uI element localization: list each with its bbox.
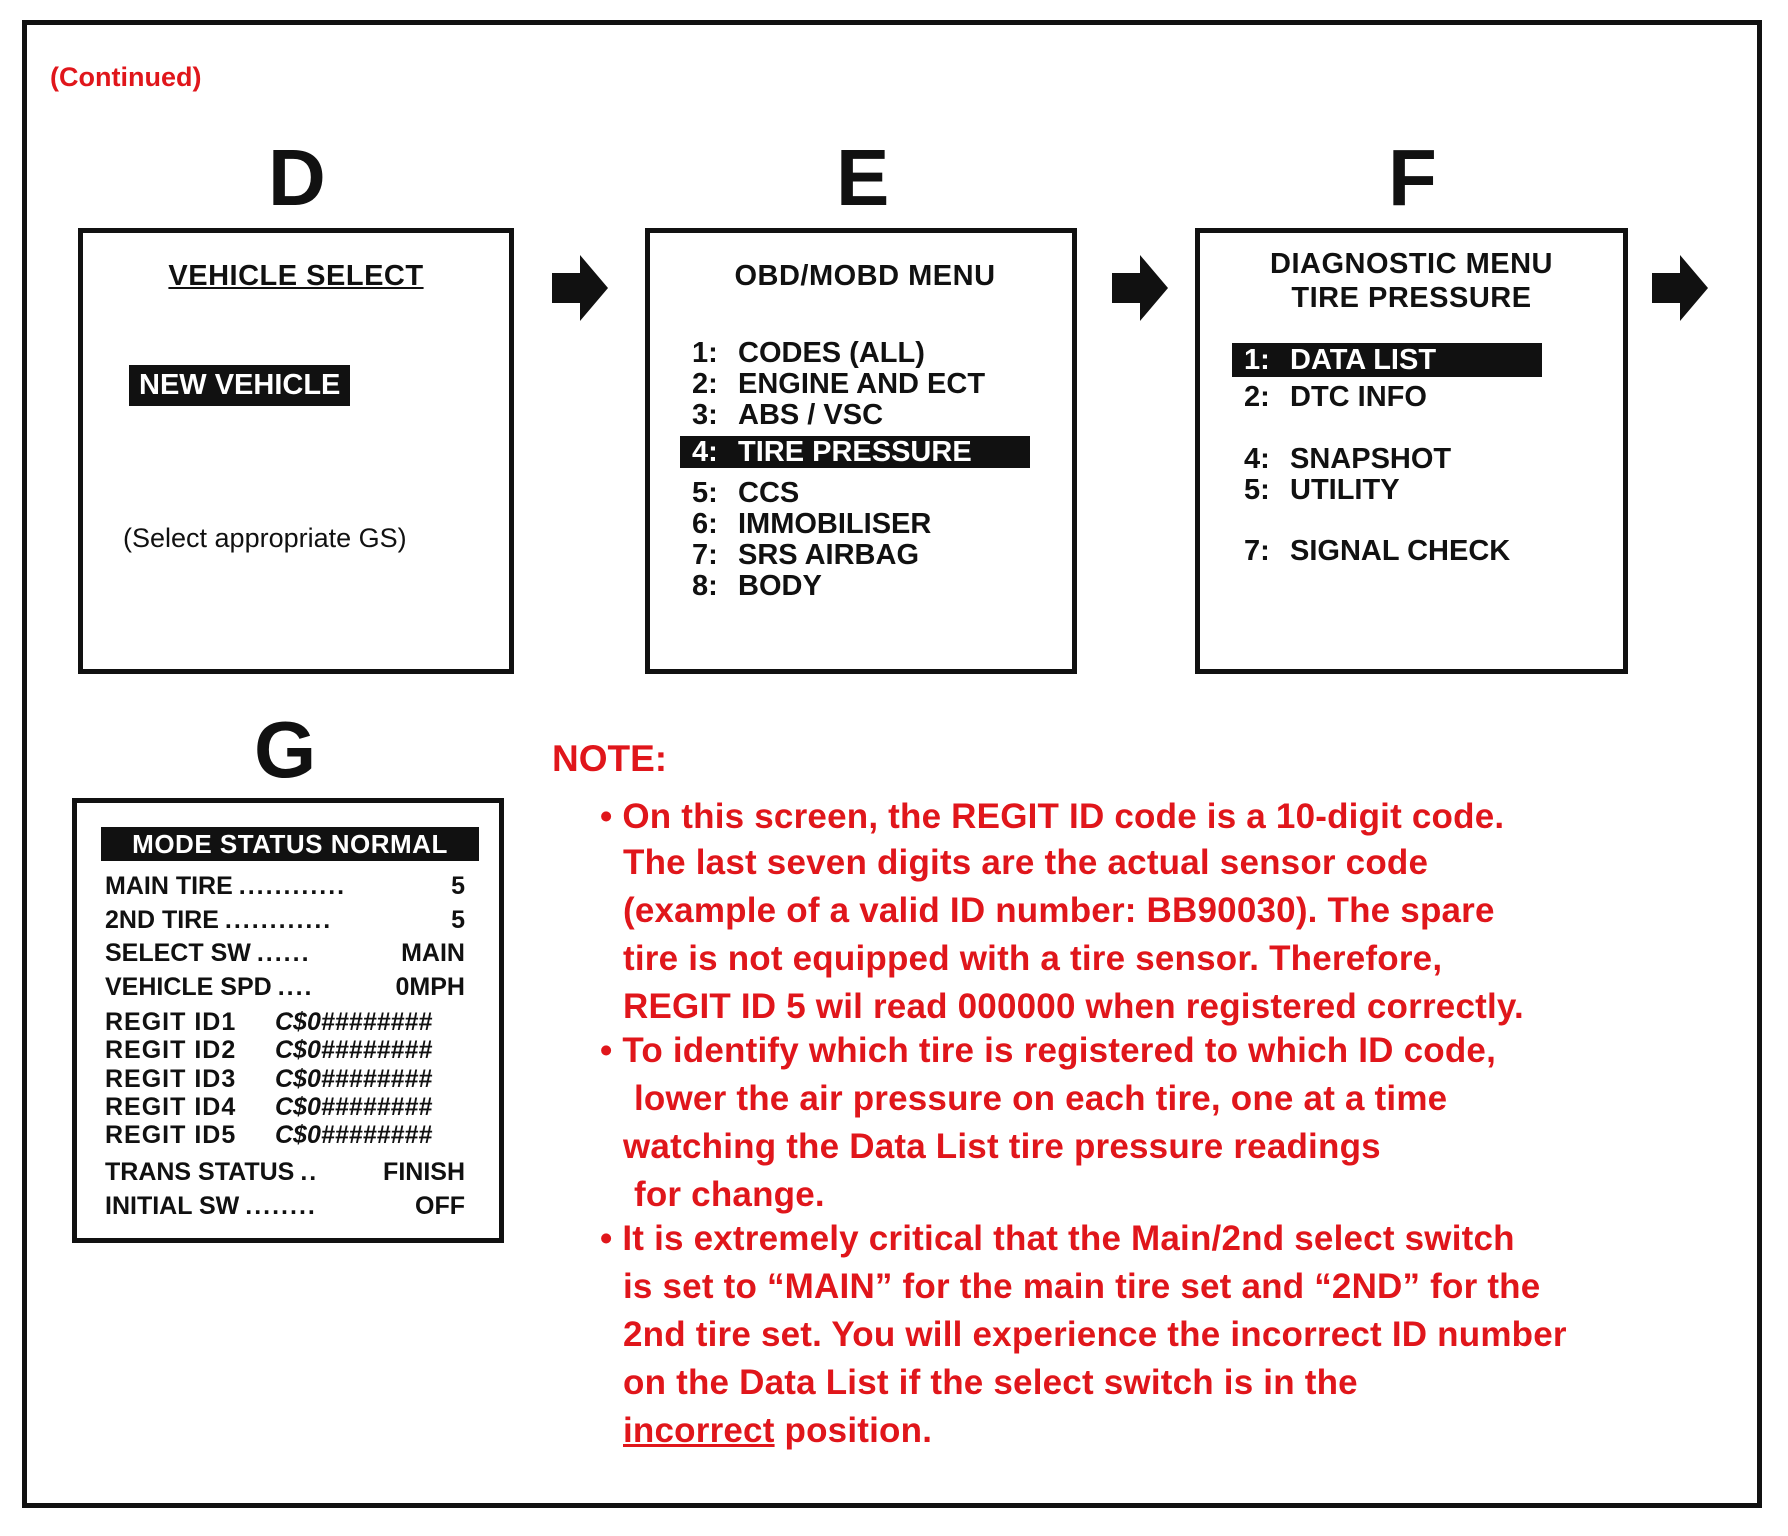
note-line: REGIT ID 5 wil read 000000 when registered correctly.: [623, 987, 1524, 1026]
data-row-regit-id3: REGIT ID3 C$0########: [105, 1064, 433, 1093]
panel-data-list: [72, 798, 504, 1243]
menu-item-dtc-info[interactable]: 2: DTC INFO: [1244, 381, 1427, 413]
arrow-right-icon: [550, 253, 610, 323]
panel-diagnostic-menu: [1195, 228, 1628, 674]
step-letter-f: F: [1388, 133, 1437, 222]
menu-item-immobiliser[interactable]: 6: IMMOBILISER: [692, 508, 932, 540]
menu-item-ccs[interactable]: 5: CCS: [692, 477, 800, 509]
data-row-regit-id2: REGIT ID2 C$0########: [105, 1035, 433, 1064]
note-line: on the Data List if the select switch is in the: [623, 1363, 1358, 1402]
arrow-right-icon: [1110, 253, 1170, 323]
mode-status-header: MODE STATUS NORMAL: [101, 827, 479, 861]
new-vehicle-option[interactable]: NEW VEHICLE: [129, 365, 350, 406]
note-heading: NOTE:: [552, 738, 668, 779]
menu-item-srs-airbag[interactable]: 7: SRS AIRBAG: [692, 539, 919, 571]
step-letter-g: G: [254, 705, 317, 794]
menu-item-data-list[interactable]: 1: DATA LIST: [1232, 343, 1542, 377]
note-line: • It is extremely critical that the Main/2nd select switch: [600, 1219, 1515, 1258]
menu-item-codes[interactable]: 1: CODES (ALL): [692, 337, 925, 369]
panel-vehicle-select: [78, 228, 514, 674]
panel-title-line2: TIRE PRESSURE: [1291, 282, 1532, 314]
note-line: watching the Data List tire pressure readings: [623, 1127, 1381, 1166]
note-line: • On this screen, the REGIT ID code is a 10-digit code.: [600, 797, 1505, 836]
step-letter-d: D: [268, 133, 326, 222]
panel-obd-menu: [645, 228, 1077, 674]
data-row-select-sw: SELECT SW ...... MAIN: [105, 938, 465, 967]
menu-item-tire-pressure[interactable]: 4: TIRE PRESSURE: [680, 436, 1030, 468]
menu-item-signal-check[interactable]: 7: SIGNAL CHECK: [1244, 535, 1511, 567]
note-line-last: incorrect position.: [623, 1411, 933, 1450]
menu-item-engine[interactable]: 2: ENGINE AND ECT: [692, 368, 986, 400]
note-line: is set to “MAIN” for the main tire set and “2ND” for the: [623, 1267, 1541, 1306]
panel-title: OBD/MOBD MENU: [734, 260, 996, 292]
step-letter-e: E: [836, 133, 890, 222]
data-row-initial-sw: INITIAL SW ........ OFF: [105, 1191, 465, 1220]
data-row-regit-id4: REGIT ID4 C$0########: [105, 1092, 433, 1121]
note-line: for change.: [634, 1175, 825, 1214]
data-row-main-tire: MAIN TIRE ............ 5: [105, 871, 465, 900]
menu-item-body[interactable]: 8: BODY: [692, 570, 822, 602]
menu-item-abs[interactable]: 3: ABS / VSC: [692, 399, 884, 431]
data-row-2nd-tire: 2ND TIRE ............ 5: [105, 905, 465, 934]
arrow-right-icon: [1650, 253, 1710, 323]
note-line: tire is not equipped with a tire sensor. Therefore,: [623, 939, 1443, 978]
underlined-word: incorrect: [623, 1411, 775, 1450]
note-line: • To identify which tire is registered to which ID code,: [600, 1031, 1496, 1070]
menu-item-snapshot[interactable]: 4: SNAPSHOT: [1244, 443, 1452, 475]
panel-title-line1: DIAGNOSTIC MENU: [1270, 248, 1553, 280]
data-row-regit-id5: REGIT ID5 C$0########: [105, 1120, 433, 1149]
continued-label: (Continued): [50, 62, 202, 92]
data-row-regit-id1: REGIT ID1 C$0########: [105, 1007, 433, 1036]
panel-title: VEHICLE SELECT: [168, 260, 424, 292]
note-line: (example of a valid ID number: BB90030). The spare: [623, 891, 1495, 930]
data-row-vehicle-spd: VEHICLE SPD .... 0MPH: [105, 972, 465, 1001]
note-line: 2nd tire set. You will experience the incorrect ID number: [623, 1315, 1567, 1354]
menu-item-utility[interactable]: 5: UTILITY: [1244, 474, 1400, 506]
note-line: lower the air pressure on each tire, one at a time: [634, 1079, 1448, 1118]
data-row-trans-status: TRANS STATUS .. FINISH: [105, 1157, 465, 1186]
select-hint: (Select appropriate GS): [123, 523, 407, 553]
note-line: The last seven digits are the actual sensor code: [623, 843, 1429, 882]
